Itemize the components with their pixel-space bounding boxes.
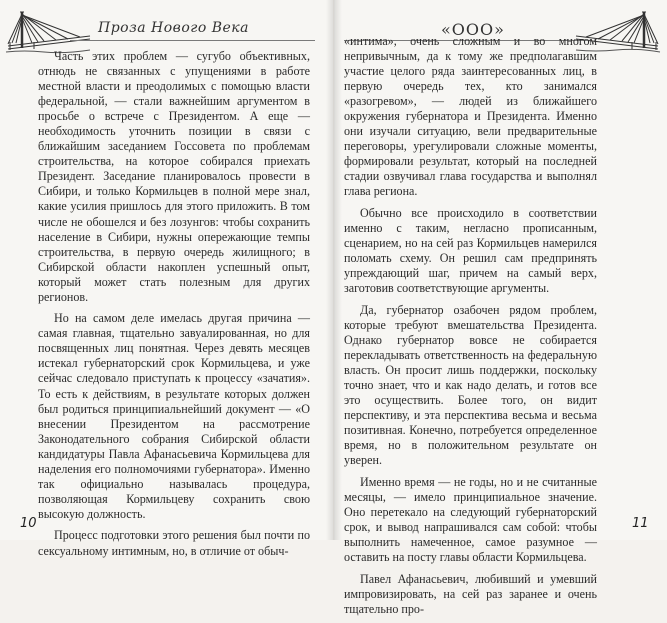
page-number-left: 10 — [20, 516, 37, 531]
book-gutter — [326, 0, 342, 540]
paragraph: Процесс подготовки этого решения был почти по сексуальному интимным, но, в отличие от обыч- — [38, 528, 310, 558]
running-head-left: Проза Нового Века — [98, 20, 249, 36]
paragraph: Павел Афанасьевич, любивший и умевший импровизировать, на сей раз заранее и очень тщательно про- — [344, 571, 597, 616]
left-page-text — [38, 49, 310, 565]
paragraph: Обычно все происходило в соответствии именно с таким, негласно прописанным, сценарием, но на сей раз Кормильцев намерился поломать схему. Он решил сам предпринять упреждающий шаг, причем на самый верх, заготовив соответствующие аргументы. — [344, 206, 597, 296]
paragraph: Да, губернатор озабочен рядом проблем, которые требуют вмешательства Президента. Однако губернатор вовсе не собирается перекладывать ответственность на федеральную власть. Он просит лишь поддержки, поскольку точно знает, что и как надо делать, и готов все это осуществить. Более того, он видит перспективу, и эта перспектива весьма и весьма позитивная. Конечно, потребуется определенное время, но в положительном результате он уверен. — [344, 302, 597, 468]
page-number-right: 11 — [632, 516, 649, 531]
running-head-right: «ООО» — [441, 20, 505, 39]
paragraph: «интима», очень сложным и во многом непривычным, да к тому же предполагавшим участие целого ряда заинтересованных лиц, в первую очередь тех, кто занимался «разогревом», — людей из ближайшего окружения губернатора и Президента. Именно они изучали ситуацию, вели предварительные переговоры, урегулировали сложные моменты, формировали результат, который на последней стадии озвучивал глава государства и выполнял глава региона. — [344, 34, 597, 199]
paragraph: Часть этих проблем — сугубо объективных, отнюдь не связанных с упущениями в работе местной власти и преодолимых с помощью власти федеральной, — стали важнейшим аргументом в просьбе о встрече с Президентом. А еще — необходимость уточнить позиции в связи с ближайшим заседанием Госсовета по проблемам строительства, на которое собирался приехать Президент. Заседание планировалось провести в Сибири, и только Кормильцев в полной мере знал, какие усилия пришлось для этого приложить. В том числе не обошелся и без лозунгов: чтобы сохранить население в Сибири, нужны опережающие темпы строительства, в первую очередь жилищного; в Сибирской области накоплен успешный опыт, который может стать полезным для других регионов. — [38, 49, 310, 304]
right-page-text — [344, 34, 597, 623]
paragraph: Но на самом деле имелась другая причина — самая главная, тщательно завуалированная, но для посвященных лиц понятная. Через девять месяцев истекал губернаторский срок Кормильцева, и уже сейчас следовало приступать к процессу «зачатия». То есть к действиям, в результате которых должен был родиться принципиальнейший документ — «О внесении Президентом на рассмотрение Законодательного собрания Сибирской области кандидатуры Павла Афанасьевича Кормильцева для наделения его полномочиями губернатора». Именно так официально называлась процедура, позволяющая Кормильцеву сохранить свою высокую должность. — [38, 311, 310, 521]
bridge-illustration-icon — [4, 6, 94, 54]
paragraph: Именно время — не годы, но и не считанные месяцы, — имело принципиальное значение. Оно перетекало на следующий губернаторский срок, и вывод напрашивался сам собой: чтобы выполнить намеченное, самое разумное — оставить на посту главы области Кормильцева. — [344, 474, 597, 565]
header-rule-left — [70, 40, 315, 41]
